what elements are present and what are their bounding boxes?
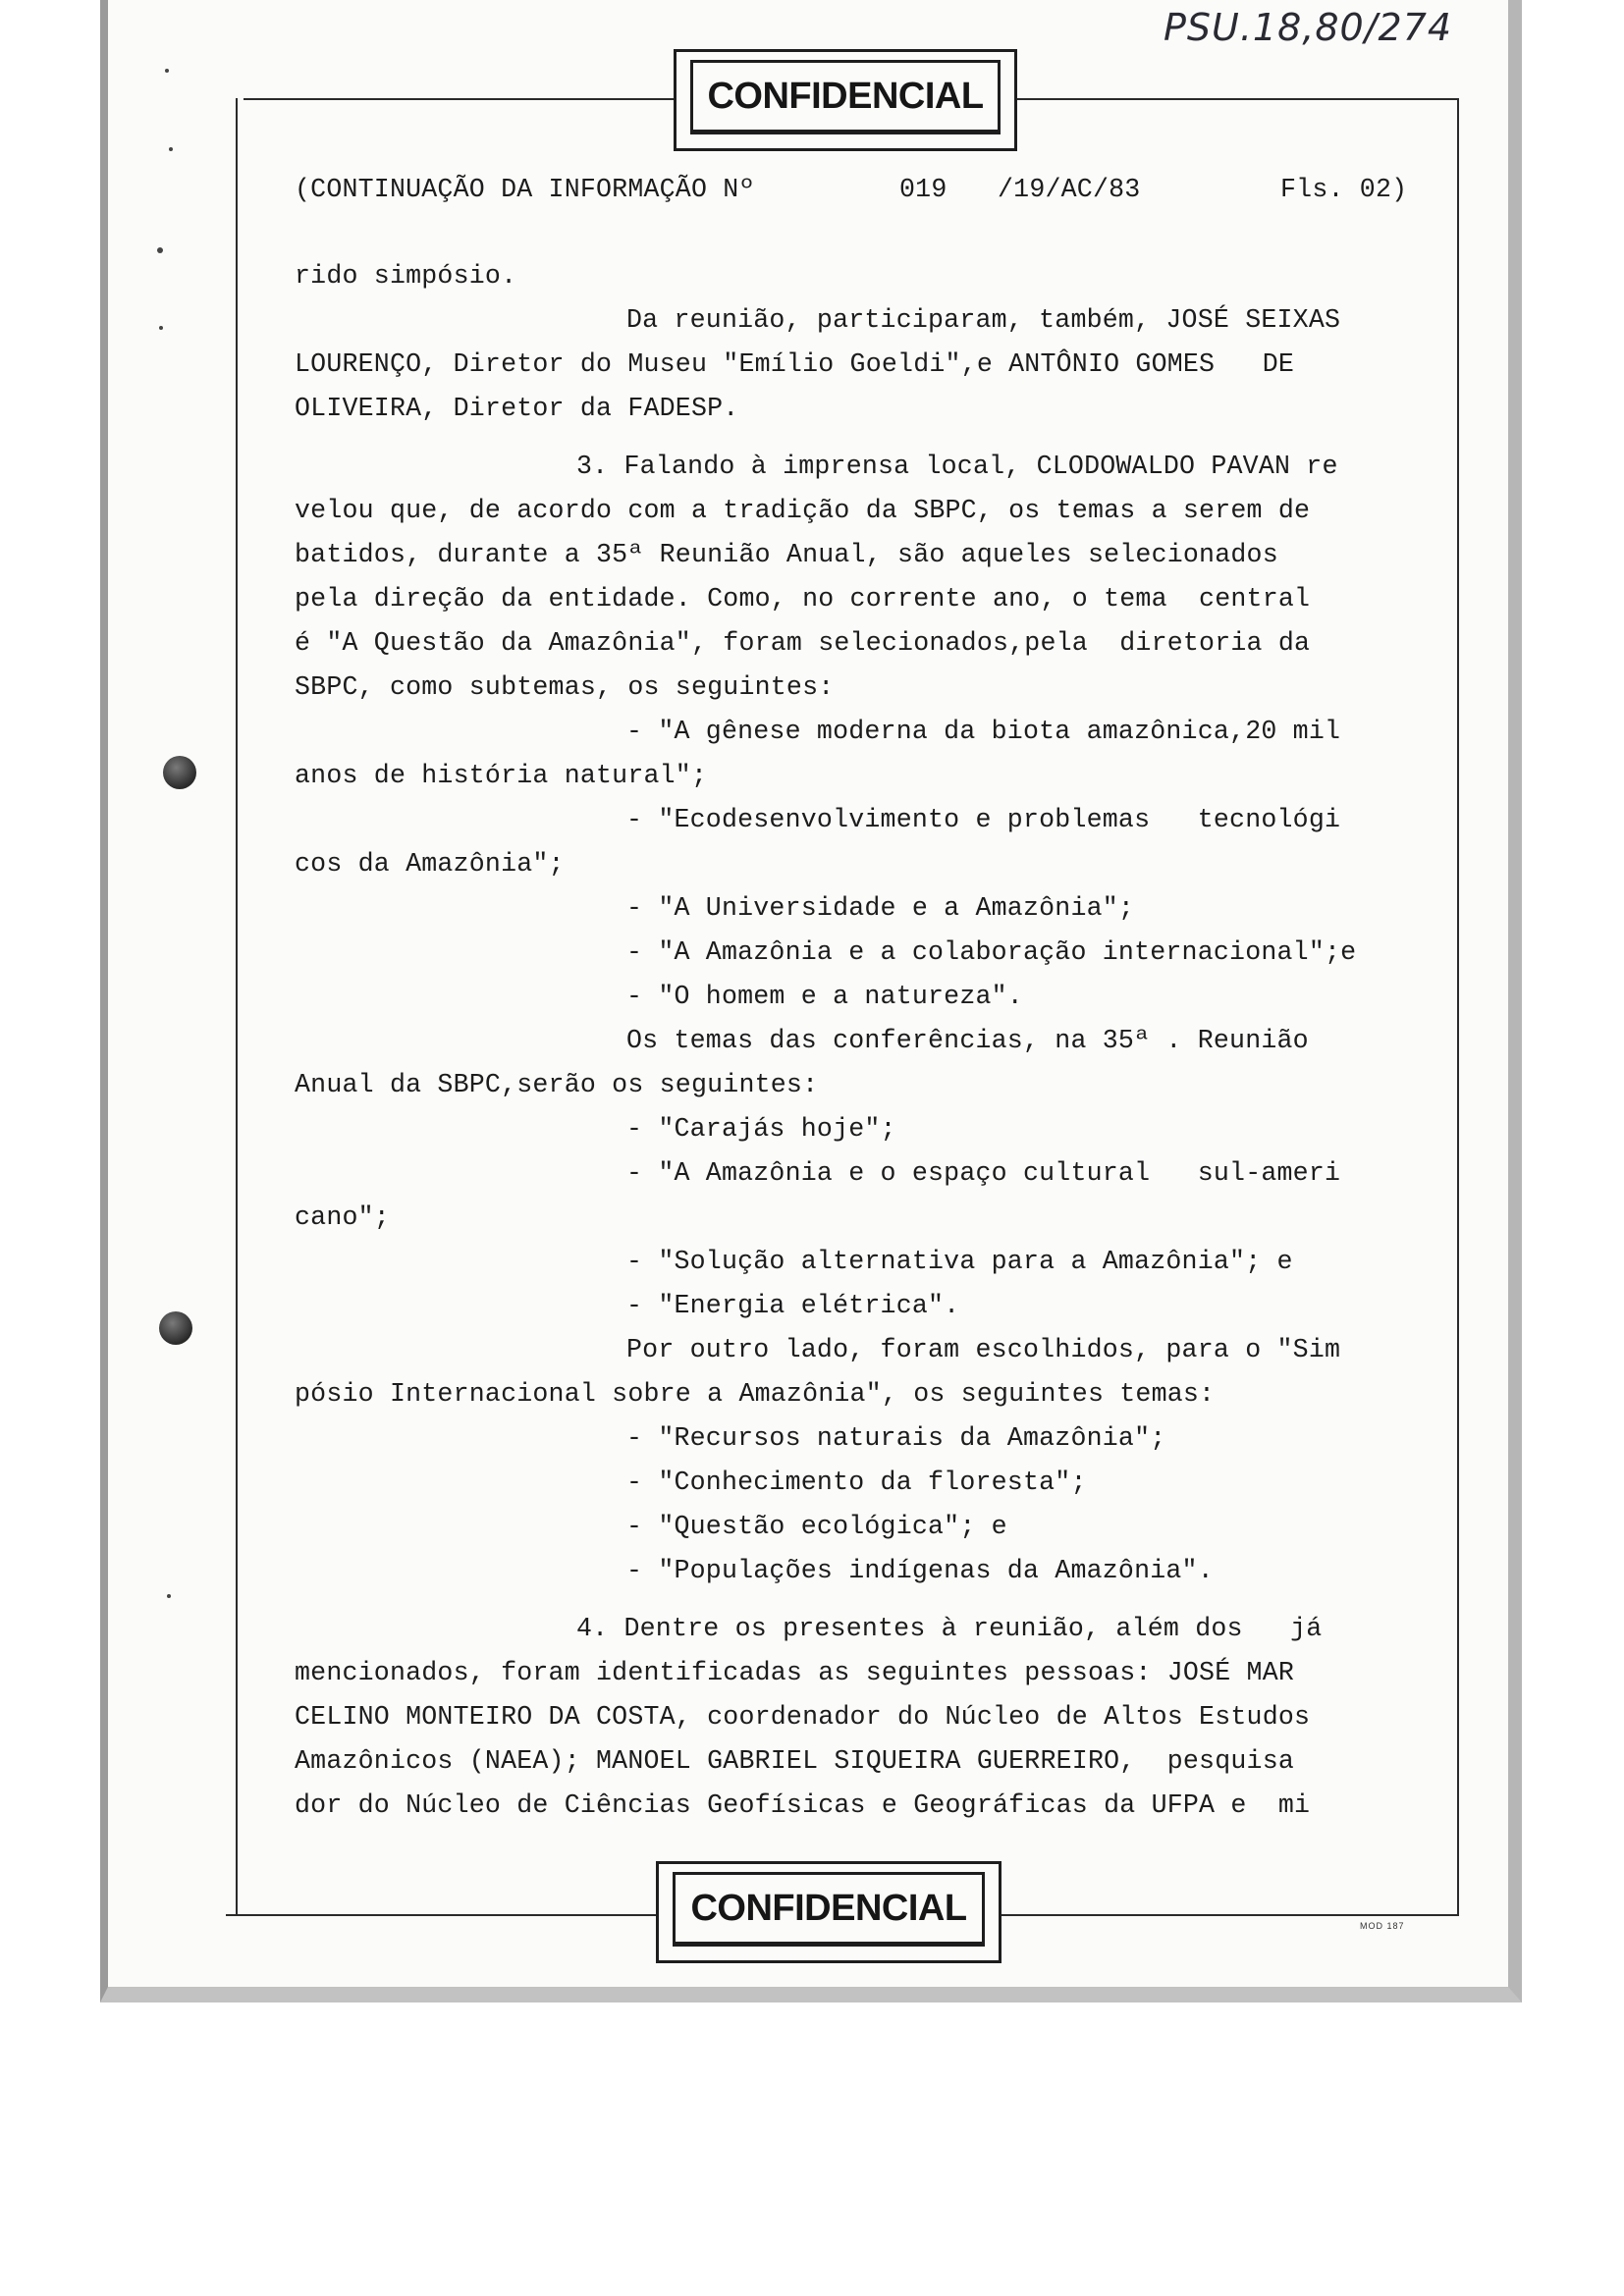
- speck: [165, 69, 169, 73]
- frame-top-line-right: [1015, 98, 1459, 100]
- text-line: 4. Dentre os presentes à reunião, além dos já: [576, 1614, 1323, 1643]
- text-line: dor do Núcleo de Ciências Geofísicas e Geográficas da UFPA e mi: [295, 1790, 1311, 1820]
- text-line: - "Ecodesenvolvimento e problemas tecnológi: [626, 805, 1341, 834]
- text-line: - "A gênese moderna da biota amazônica,20 mil: [626, 717, 1341, 746]
- frame-top-line-left: [244, 98, 676, 100]
- speck: [169, 147, 173, 151]
- text-line: velou que, de acordo com a tradição da SBPC, os temas a serem de: [295, 496, 1311, 525]
- text-line: OLIVEIRA, Diretor da FADESP.: [295, 394, 739, 423]
- text-line: Da reunião, participaram, também, JOSÉ SEIXAS: [626, 305, 1341, 335]
- header-continuation: (CONTINUAÇÃO DA INFORMAÇÃO Nº: [295, 175, 755, 204]
- text-line: 3. Falando à imprensa local, CLODOWALDO PAVAN re: [576, 452, 1338, 481]
- confidential-stamp-bottom: [656, 1861, 1001, 1963]
- text-line: - "Populações indígenas da Amazônia".: [626, 1556, 1214, 1585]
- punch-hole: [159, 1311, 192, 1345]
- text-line: rido simpósio.: [295, 261, 517, 291]
- text-line: pósio Internacional sobre a Amazônia", os seguintes temas:: [295, 1379, 1216, 1409]
- header-page-ref: Fls. 02): [1280, 175, 1408, 204]
- text-line: - "A Amazônia e a colaboração internacional";e: [626, 937, 1357, 967]
- text-line: LOURENÇO, Diretor do Museu "Emílio Goeldi",e ANTÔNIO GOMES DE: [295, 349, 1295, 379]
- text-line: CELINO MONTEIRO DA COSTA, coordenador do Núcleo de Altos Estudos: [295, 1702, 1311, 1732]
- punch-hole: [163, 756, 196, 789]
- text-line: Os temas das conferências, na 35ª . Reunião: [626, 1026, 1309, 1055]
- form-code: MOD 187: [1360, 1921, 1405, 1931]
- text-line: - "Energia elétrica".: [626, 1291, 960, 1320]
- text-line: Por outro lado, foram escolhidos, para o "Sim: [626, 1335, 1341, 1364]
- text-line: - "Carajás hoje";: [626, 1114, 896, 1144]
- text-line: - "A Universidade e a Amazônia";: [626, 893, 1135, 923]
- text-line: mencionados, foram identificadas as seguintes pessoas: JOSÉ MAR: [295, 1658, 1295, 1687]
- text-line: é "A Questão da Amazônia", foram selecionados,pela diretoria da: [295, 628, 1311, 658]
- text-line: - "Conhecimento da floresta";: [626, 1468, 1087, 1497]
- handwritten-reference: PSU.18,80/274: [1164, 6, 1453, 49]
- header-series: /19/AC/83: [998, 175, 1141, 204]
- text-line: Anual da SBPC,serão os seguintes:: [295, 1070, 819, 1099]
- text-line: anos de história natural";: [295, 761, 708, 790]
- text-line: - "Solução alternativa para a Amazônia"; e: [626, 1247, 1293, 1276]
- frame-right-line: [1457, 98, 1459, 1916]
- text-line: SBPC, como subtemas, os seguintes:: [295, 672, 835, 702]
- speck: [157, 247, 163, 253]
- frame-left-line: [236, 98, 238, 1916]
- header-number: 019: [899, 175, 947, 204]
- text-line: cano";: [295, 1202, 390, 1232]
- speck: [159, 326, 163, 330]
- text-line: - "Questão ecológica"; e: [626, 1512, 1007, 1541]
- stamp-bottom-text: CONFIDENCIAL: [673, 1872, 985, 1947]
- text-line: batidos, durante a 35ª Reunião Anual, são aqueles selecionados: [295, 540, 1278, 569]
- text-line: - "Recursos naturais da Amazônia";: [626, 1423, 1166, 1453]
- text-line: - "A Amazônia e o espaço cultural sul-ameri: [626, 1158, 1341, 1188]
- frame-bottom-line-left: [226, 1914, 656, 1916]
- confidential-stamp-top: [674, 49, 1017, 151]
- text-line: Amazônicos (NAEA); MANOEL GABRIEL SIQUEIRA GUERREIRO, pesquisa: [295, 1746, 1295, 1776]
- speck: [167, 1594, 171, 1598]
- text-line: pela direção da entidade. Como, no corrente ano, o tema central: [295, 584, 1311, 614]
- stamp-top-text: CONFIDENCIAL: [690, 60, 1001, 134]
- text-line: cos da Amazônia";: [295, 849, 565, 879]
- text-line: - "O homem e a natureza".: [626, 982, 1023, 1011]
- frame-bottom-line-right: [1000, 1914, 1459, 1916]
